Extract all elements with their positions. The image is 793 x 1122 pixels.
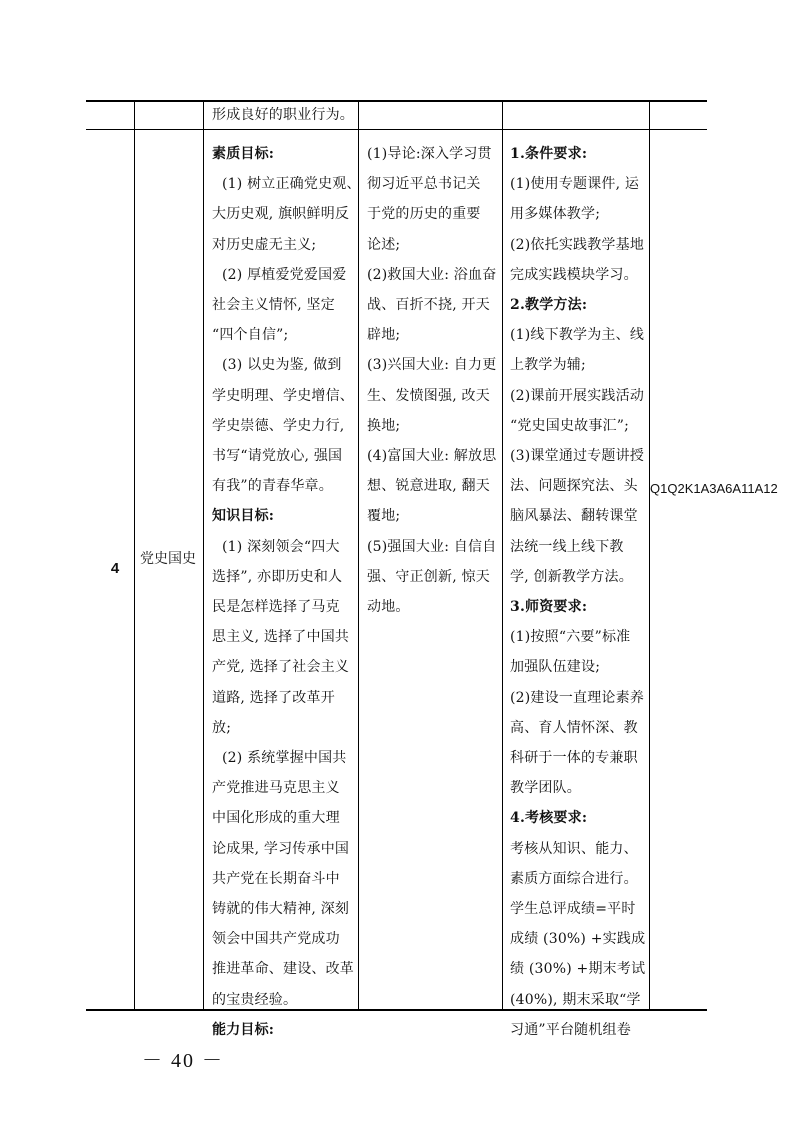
row-number: 4 (110, 560, 120, 577)
goal-line: 推进革命、建设、改革 (212, 961, 354, 978)
content-line: (4)富国大业: 解放思 (367, 448, 497, 465)
goal-line: (2) 厚植爱党爱国爱 (222, 266, 347, 283)
goal-line: (3) 以史为鉴, 做到 (222, 357, 342, 374)
goal-line: “四个自信”; (212, 327, 289, 344)
page-number: － 40 － (142, 1050, 224, 1072)
goal-line: 产党推进马克思主义 (212, 780, 340, 797)
goal-line: 放; (212, 719, 232, 736)
goal-line: 能力目标: (212, 1021, 275, 1038)
content-cell (367, 139, 496, 622)
goals-cell (212, 139, 361, 1045)
requirement-line: (1)按照“六要”标准 (510, 629, 631, 646)
requirement-line: 高、育人情怀深、教 (510, 719, 638, 736)
col-border-4 (502, 100, 503, 1011)
competency-code: A6 (716, 481, 733, 496)
requirement-line: 素质方面综合进行。 (510, 870, 638, 887)
requirement-line: 科研于一体的专兼职 (510, 750, 638, 767)
goal-line: 共产党在长期奋斗中 (212, 870, 340, 887)
goal-line: 选择”, 亦即历史和人 (212, 568, 343, 585)
goal-line: 有我”的青春华章。 (212, 478, 333, 495)
competency-code: A3 (700, 481, 717, 496)
goal-line: 中国化形成的重大理 (212, 810, 340, 827)
requirement-line: 1.条件要求: (510, 146, 588, 162)
col-border-1 (134, 100, 135, 1011)
requirements-cell (510, 139, 645, 1045)
content-line: 辟地; (367, 327, 401, 344)
course-name-line: 史 (182, 551, 196, 567)
requirement-line: (2)建设一直理论素养 (510, 689, 645, 706)
competency-code: A11 (732, 481, 755, 496)
requirement-line: 成绩 (30%) +实践成 (510, 931, 646, 948)
goal-line: 思主义, 选择了中国共 (212, 629, 350, 646)
content-line: 彻习近平总书记关 (367, 176, 481, 193)
requirement-line: (2)依托实践教学基地 (510, 236, 645, 253)
requirement-line: 学, 创新教学方法。 (510, 568, 633, 585)
col-border-5 (649, 100, 650, 1011)
requirement-line: (1)线下教学为主、线 (510, 327, 645, 344)
content-line: 生、发愤图强, 改天 (367, 387, 490, 404)
requirement-line: 脑风暴法、翻转课堂 (510, 508, 638, 525)
competency-code: Q2 (667, 481, 685, 496)
content-line: 战、百折不挠, 开天 (367, 297, 490, 314)
requirement-line: 4.考核要求: (510, 810, 588, 827)
requirement-line: 3.师资要求: (510, 599, 588, 616)
course-name (136, 545, 200, 573)
requirement-line: (3)课堂通过专题讲授 (510, 448, 645, 465)
competency-code: A12 (754, 481, 778, 496)
content-line: 想、锐意进取, 翻天 (367, 478, 490, 495)
competency-code: Q1 (650, 481, 668, 496)
requirement-line: 法、问题探究法、头 (510, 478, 638, 495)
content-line: 强、守正创新, 惊天 (367, 568, 490, 585)
competency-code: K1 (684, 481, 701, 496)
content-line: (5)强国大业: 自信自 (367, 538, 497, 555)
requirement-line: 上教学为辅; (510, 357, 586, 374)
content-line: (3)兴国大业: 自力更 (367, 357, 497, 374)
goal-line: 领会中国共产党成功 (212, 931, 340, 948)
goal-line: 对历史虚无主义; (212, 236, 317, 253)
goal-line: 学史明理、学史增信、 (212, 387, 354, 404)
requirement-line: 教学团队。 (510, 780, 581, 797)
requirement-line: “党史国史故事汇”; (510, 417, 630, 434)
requirement-line: (40%), 期末采取“学 (510, 991, 641, 1008)
table-top-border (86, 100, 707, 102)
requirement-line: 学生总评成绩=平时 (510, 901, 636, 918)
content-line: (2)救国大业: 浴血奋 (367, 266, 497, 283)
goal-line: (1) 树立正确党史观、 (222, 176, 361, 193)
goals-continued-text: 形成良好的职业行为。 (212, 107, 354, 123)
goal-line: 知识目标: (212, 508, 275, 525)
requirement-line: 习通”平台随机组卷 (510, 1021, 631, 1038)
goal-line: 大历史观, 旗帜鲜明反 (212, 206, 350, 223)
requirement-line: 绩 (30%) +期末考试 (510, 961, 646, 978)
goal-line: 产党, 选择了社会主义 (212, 659, 350, 676)
content-line: 论述; (367, 236, 401, 253)
content-line: 换地; (367, 417, 401, 434)
requirement-line: (1)使用专题课件, 运 (510, 176, 640, 193)
course-name-line: 党史国 (140, 551, 182, 567)
goal-line: 论成果, 学习传承中国 (212, 840, 350, 857)
content-line: (1)导论:深入学习贯 (367, 146, 492, 162)
col-border-2 (203, 100, 204, 1011)
goal-line: 铸就的伟大精神, 深刻 (212, 901, 350, 918)
goal-line: 社会主义情怀, 坚定 (212, 297, 335, 314)
requirement-line: 2.教学方法: (510, 297, 588, 314)
content-line: 覆地; (367, 508, 401, 525)
requirement-line: 用多媒体教学; (510, 206, 601, 223)
goal-line: 道路, 选择了改革开 (212, 689, 335, 706)
content-line: 动地。 (367, 599, 410, 616)
goal-line: 民是怎样选择了马克 (212, 599, 340, 616)
goal-line: (2) 系统掌握中国共 (222, 750, 347, 767)
goal-line: 的宝贵经验。 (212, 991, 298, 1008)
row-divider (86, 129, 707, 130)
goal-line: 学史崇德、学史力行, (212, 417, 345, 434)
requirement-line: 完成实践模块学习。 (510, 266, 638, 283)
requirement-line: 考核从知识、能力、 (510, 840, 638, 857)
content-line: 于党的历史的重要 (367, 206, 481, 223)
goal-line: (1) 深刻领会“四大 (222, 538, 340, 555)
requirement-line: 加强队伍建设; (510, 659, 601, 676)
goal-line: 素质目标: (212, 146, 275, 162)
competency-codes (650, 474, 778, 503)
requirement-line: 法统一线上线下教 (510, 538, 624, 555)
goal-line: 书写“请党放心, 强国 (212, 448, 343, 465)
requirement-line: (2)课前开展实践活动 (510, 387, 645, 404)
